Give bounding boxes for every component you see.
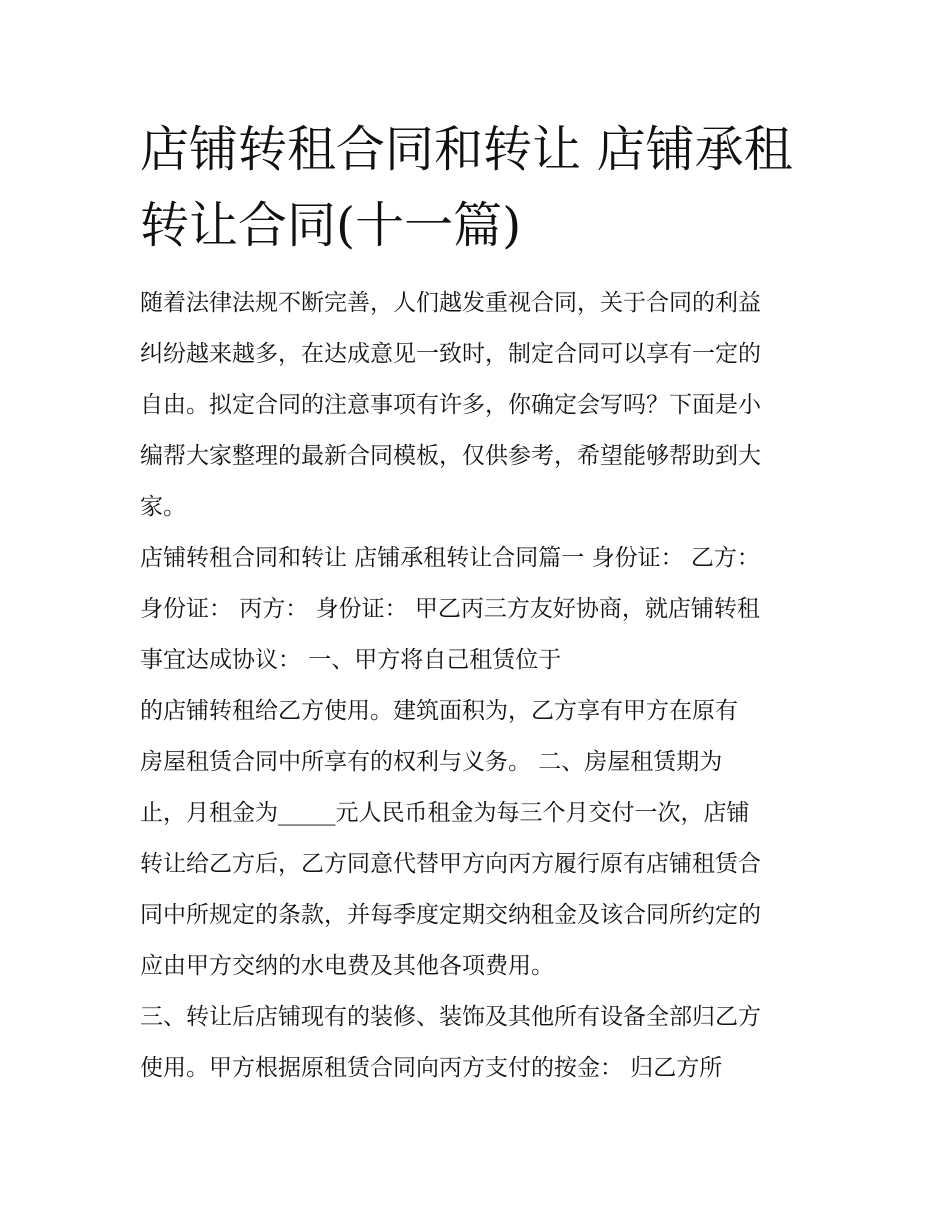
body-line: 转让给乙方后，乙方同意代替甲方向丙方履行原有店铺租赁合 [140, 851, 761, 877]
body-line: 自由。拟定合同的注意事项有许多，你确定会写吗？下面是小 [140, 392, 761, 418]
body-line: 店铺转租合同和转让 店铺承租转让合同篇一 身份证： 乙方： [140, 545, 760, 571]
body-line: 使用。甲方根据原租赁合同向丙方支付的按金： 归乙方所 [140, 1055, 723, 1081]
body-line: 的店铺转租给乙方使用。建筑面积为，乙方享有甲方在原有 [140, 698, 738, 724]
title-line: 转让合同(十一篇) [140, 197, 522, 254]
body-line: 编帮大家整理的最新合同模板，仅供参考，希望能够帮助到大 [140, 443, 761, 469]
body-line: 止，月租金为_____元人民币租金为每三个月交付一次，店铺 [140, 800, 750, 826]
document-title [140, 112, 830, 264]
body-line: 身份证： 丙方： 身份证： 甲乙丙三方友好协商，就店铺转租 [140, 596, 760, 622]
body-line: 房屋租赁合同中所享有的权利与义务。 二、房屋租赁期为 [140, 749, 723, 775]
document-body [140, 278, 820, 1094]
body-line: 随着法律法规不断完善，人们越发重视合同，关于合同的利益 [140, 290, 761, 316]
body-line: 应由甲方交纳的水电费及其他各项费用。 [140, 953, 554, 979]
title-line: 店铺转租合同和转让 店铺承租 [140, 121, 793, 178]
body-line: 事宜达成协议： 一、甲方将自己租赁位于 [140, 647, 562, 673]
body-line: 纠纷越来越多，在达成意见一致时，制定合同可以享有一定的 [140, 341, 761, 367]
body-line: 家。 [140, 494, 186, 520]
body-line: 同中所规定的条款，并每季度定期交纳租金及该合同所约定的 [140, 902, 761, 928]
body-line: 三、转让后店铺现有的装修、装饰及其他所有设备全部归乙方 [140, 1004, 761, 1030]
